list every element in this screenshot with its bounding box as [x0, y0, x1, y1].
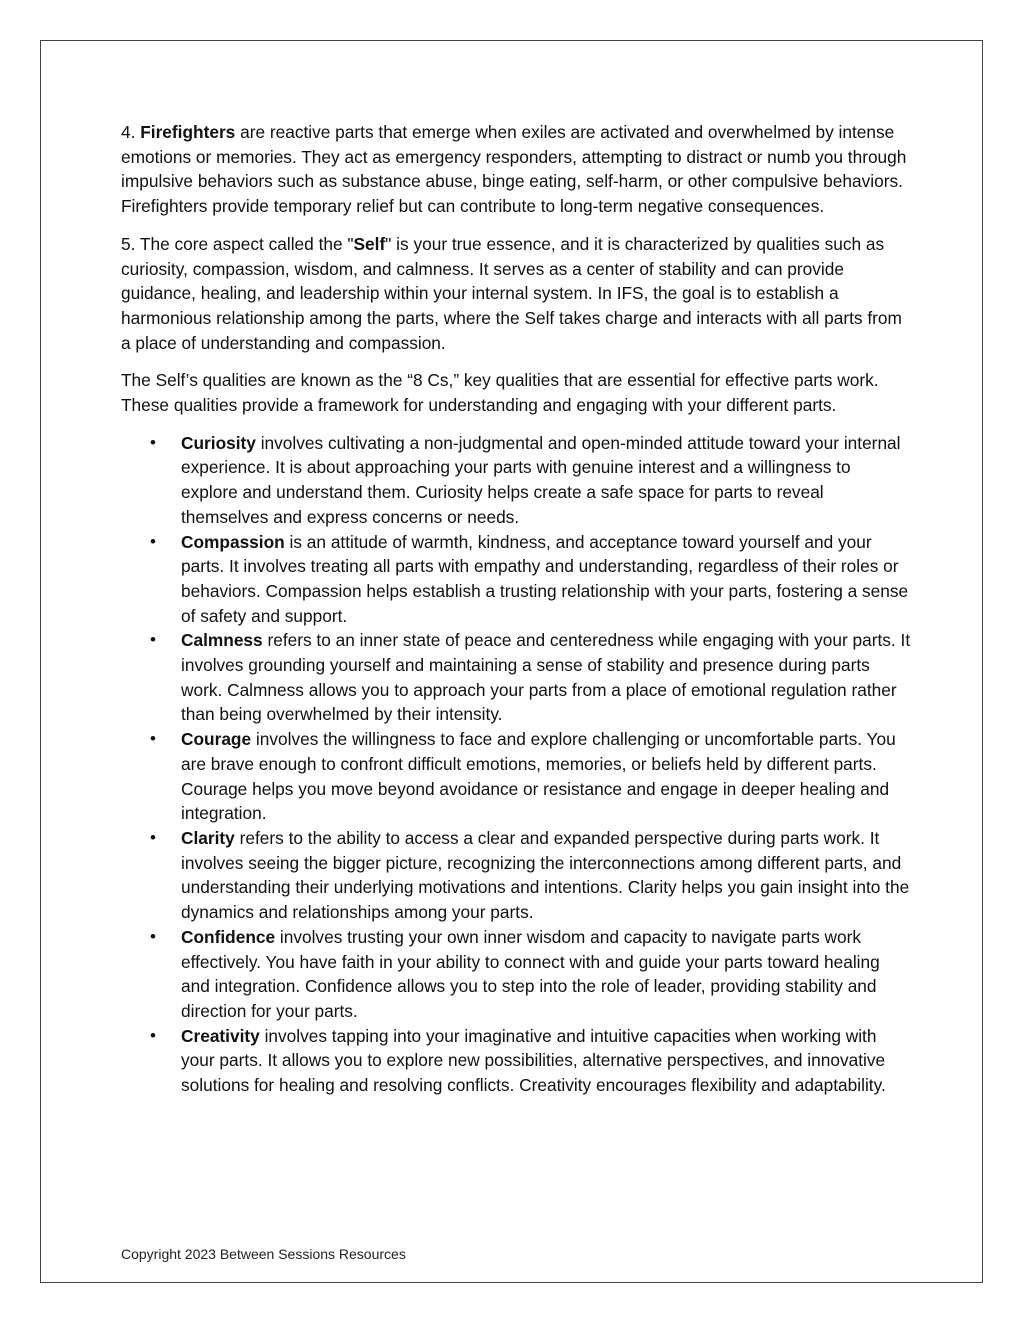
list-item — [121, 925, 911, 1024]
list-item — [121, 628, 911, 727]
bullet-icon: • — [150, 926, 156, 946]
quality-term: Compassion — [181, 531, 285, 552]
bullet-icon: • — [150, 531, 156, 551]
paragraph-text: " is your true essence, and it is characterized by qualities such as curiosity, compassion, wisdom, and calmness. It serves as a center of stability and can provide guidance, healing, and leadership within your internal system. In IFS, the goal is to establish a harmonious relationship among the parts, where the Self takes charge and interacts with all parts from a place of understanding and compassion. — [121, 233, 902, 353]
bullet-icon: • — [150, 432, 156, 452]
paragraph-firefighters — [121, 120, 911, 219]
quality-text: refers to an inner state of peace and centeredness while engaging with your parts. It involves grounding yourself and maintaining a sense of stability and presence during parts work. Calmness allows you to approach your parts from a place of emotional regulation rather than being overwhelmed by their intensity. — [181, 630, 911, 725]
paragraph-self — [121, 232, 911, 356]
bullet-icon: • — [150, 827, 156, 847]
term-firefighters: Firefighters — [140, 122, 236, 142]
bullet-icon: • — [150, 630, 156, 650]
quality-term: Creativity — [181, 1025, 260, 1046]
quality-text: involves trusting your own inner wisdom and capacity to navigate parts work effectively. You have faith in your ability to connect with and guide your parts toward healing and integration. Confidence allows you to step into the role of leader, providing stability and direction for your parts. — [181, 926, 880, 1021]
paragraph-lead: 4. — [121, 122, 141, 142]
list-item — [121, 431, 911, 530]
document-body — [121, 120, 911, 1098]
list-item — [121, 1024, 911, 1098]
quality-term: Confidence — [181, 926, 276, 947]
quality-text: involves the willingness to face and explore challenging or uncomfortable parts. You are brave enough to confront difficult emotions, memories, or beliefs held by different parts. Courage helps you move beyond avoidance or resistance and engage in deeper healing and integration. — [181, 729, 896, 824]
quality-term: Calmness — [181, 630, 263, 651]
list-item — [121, 826, 911, 925]
quality-text: is an attitude of warmth, kindness, and acceptance toward yourself and your parts. It involves treating all parts with empathy and understanding, regardless of their roles or behaviors. Compassion helps establish a trusting relationship with your parts, fostering a sense of safety and support. — [181, 531, 909, 626]
qualities-list — [121, 431, 911, 1098]
copyright-footer: Copyright 2023 Between Sessions Resources — [121, 1246, 406, 1262]
list-item — [121, 727, 911, 826]
quality-text: involves tapping into your imaginative and intuitive capacities when working with your parts. It allows you to explore new possibilities, alternative perspectives, and innovative solutions for healing and resolving conflicts. Creativity encourages flexibility and adaptability. — [181, 1025, 886, 1096]
paragraph-intro: The Self’s qualities are known as the “8 Cs,” key qualities that are essential for effective parts work. These qualities provide a framework for understanding and engaging with your different parts. — [121, 370, 879, 416]
quality-term: Curiosity — [181, 432, 256, 453]
quality-text: involves cultivating a non-judgmental and open-minded attitude toward your internal experience. It is about approaching your parts with genuine interest and a willingness to explore and understand them. Curiosity helps create a safe space for parts to reveal themselves and express concerns or needs. — [181, 432, 901, 527]
quality-text: refers to the ability to access a clear and expanded perspective during parts work. It involves seeing the bigger picture, recognizing the interconnections among different parts, and understanding their underlying motivations and intentions. Clarity helps you gain insight into the dynamics and relationships among your parts. — [181, 827, 910, 923]
term-self: Self — [353, 233, 386, 254]
bullet-icon: • — [150, 1025, 156, 1045]
bullet-icon: • — [150, 729, 156, 749]
paragraph-text: are reactive parts that emerge when exiles are activated and overwhelmed by intense emotions or memories. They act as emergency responders, attempting to distract or numb you through impulsive behaviors such as substance abuse, binge eating, self-harm, or other compulsive behaviors. Firefighters provide temporary relief but can contribute to long-term negative consequences. — [121, 122, 907, 217]
list-item — [121, 530, 911, 629]
quality-term: Clarity — [181, 827, 235, 848]
paragraph-lead: 5. The core aspect called the " — [121, 233, 354, 254]
quality-term: Courage — [181, 729, 252, 750]
